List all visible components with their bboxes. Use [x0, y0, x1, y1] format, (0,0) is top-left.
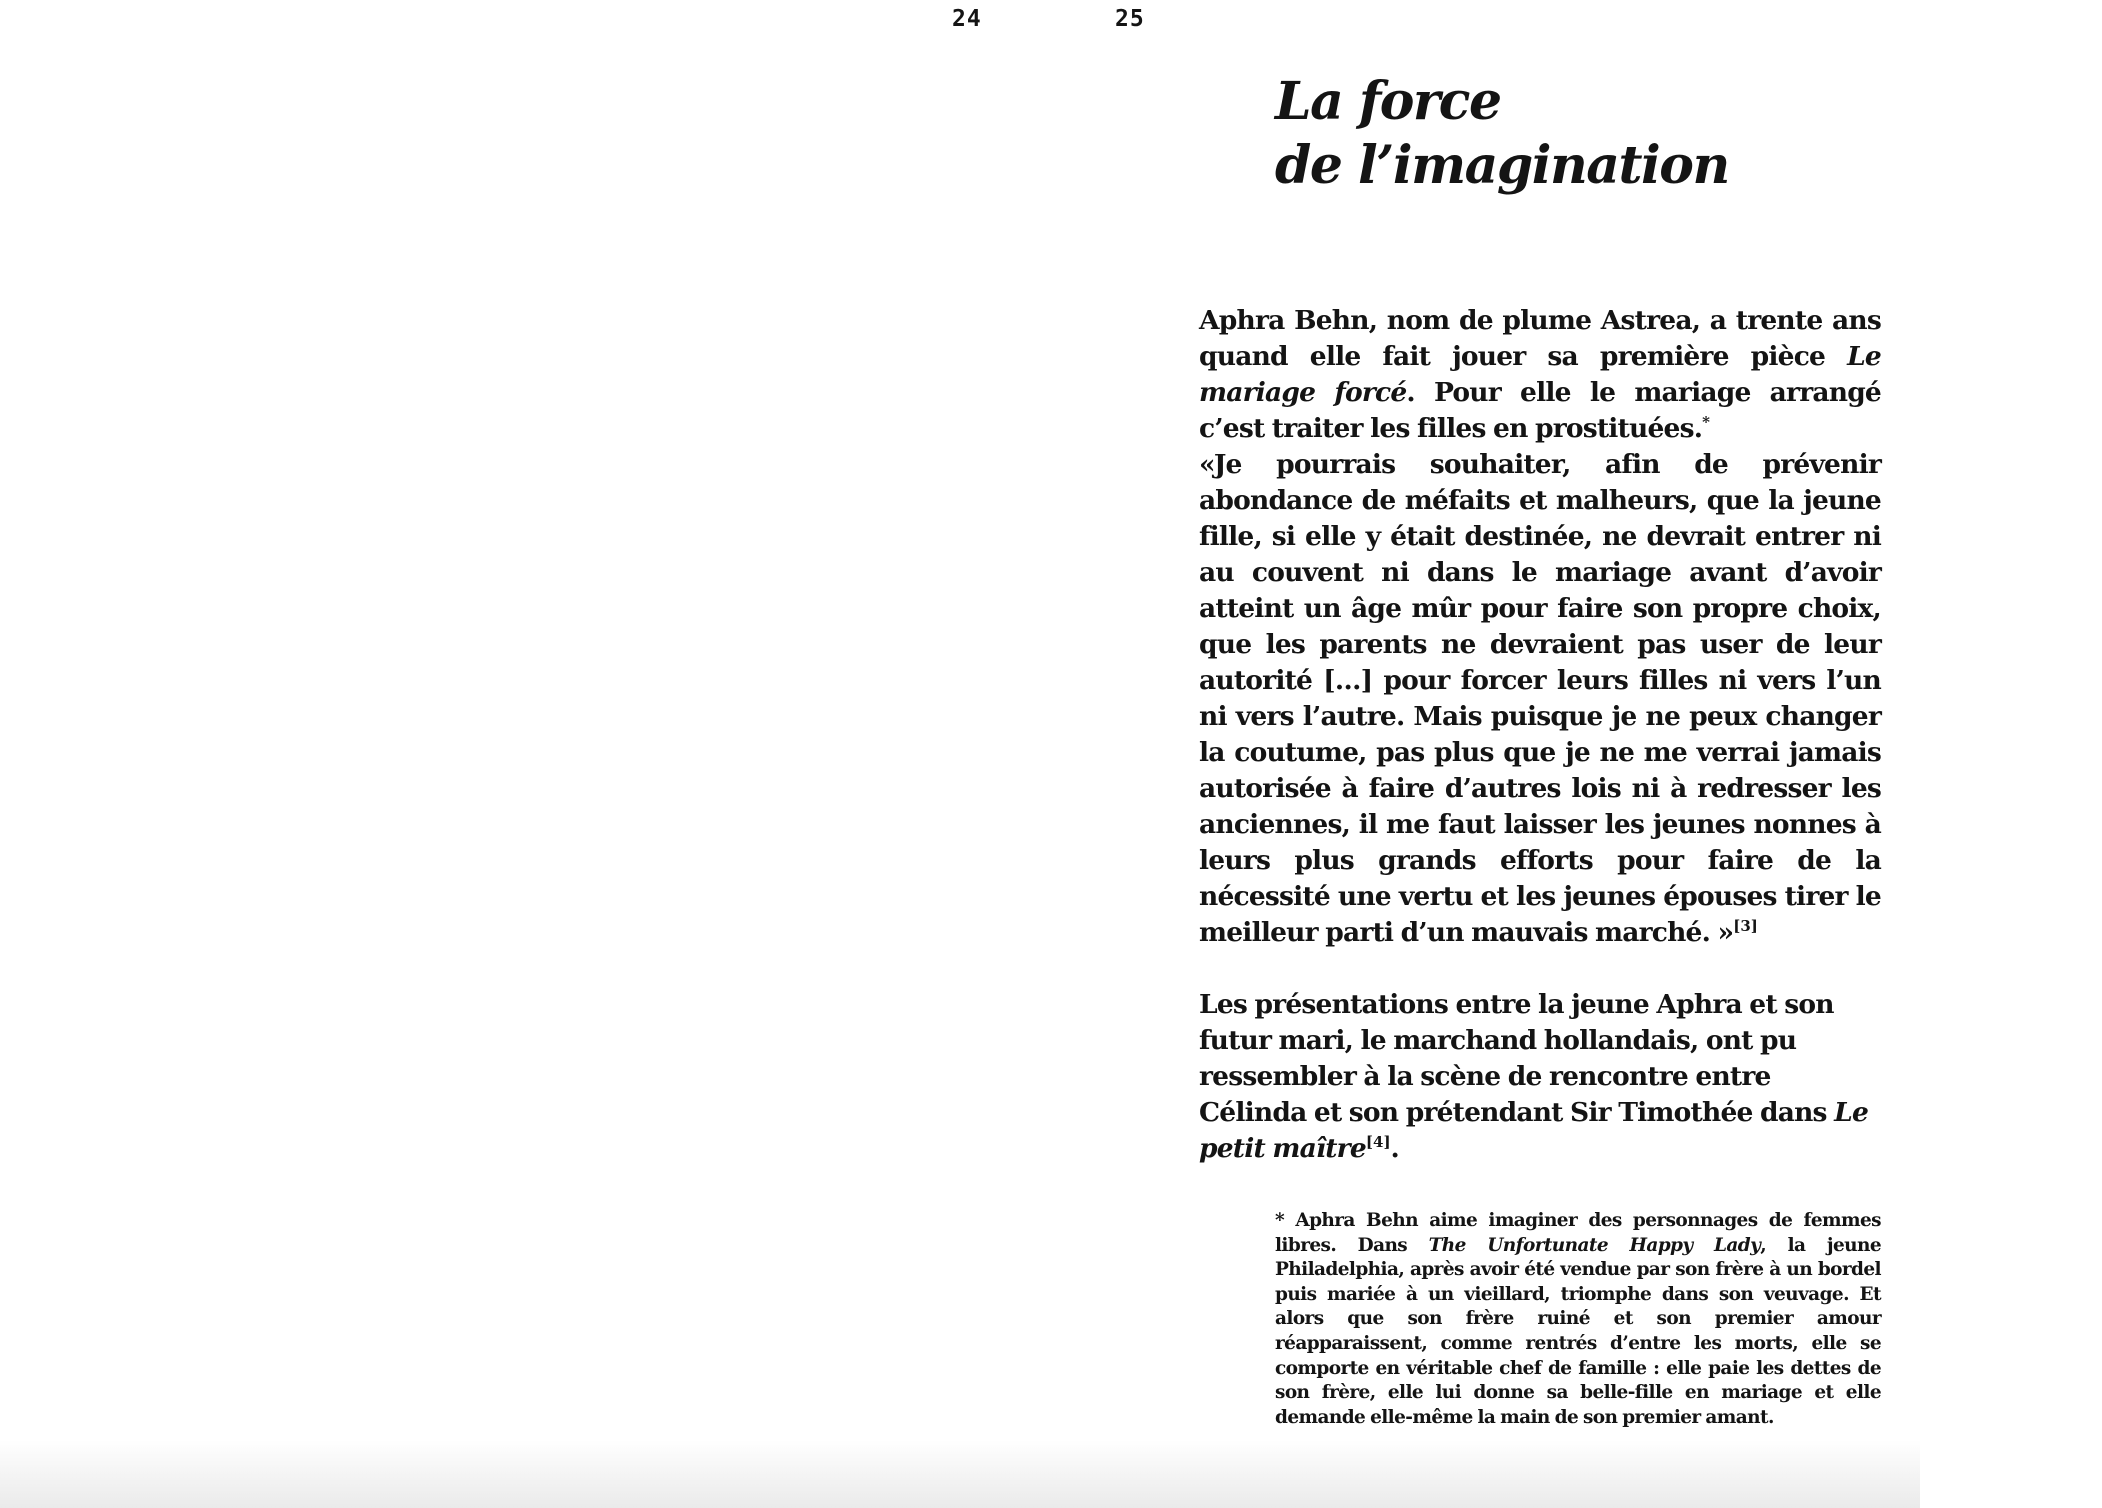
- paragraph-2: [1199, 987, 1881, 1167]
- page-number-left: 24: [952, 6, 982, 32]
- footnote: [1275, 1209, 1881, 1430]
- paragraph-1: [1199, 303, 1881, 951]
- paragraph-2-end: .: [1390, 1133, 1399, 1164]
- reference-4: [4]: [1365, 1133, 1391, 1152]
- footnote-marker-bottom: *: [1275, 1210, 1285, 1231]
- reference-3: [3]: [1733, 917, 1758, 936]
- book-title-unfortunate-happy-lady: The Unfortunate Happy Lady: [1428, 1234, 1761, 1256]
- paragraph-2-text: Les présentations entre la jeune Aphra et son futur mari, le marchand hollandais, ont pu ressembler à la scène de rencontre entre Célinda et son prétendant Sir Timothée dans: [1199, 989, 1835, 1128]
- body-text: [1199, 303, 1881, 1167]
- page-bottom-shadow: [0, 1440, 1920, 1508]
- quote: «Je pourrais souhaiter, afin de prévenir abondance de méfaits et malheurs, que la jeune fille, si elle y était destinée, ne devrait entrer ni au couvent ni dans le mariage avant d’avoir atteint un âge mûr pour faire son propre choix, que les parents ne devraient pas user de leur autorité […] pour forcer leurs filles ni vers l’un ni vers l’autre. Mais puisque je ne peux changer la coutume, pas plus que je ne me verrai jamais autorisée à faire d’autres lois ni à redresser les anciennes, il me faut laisser les jeunes nonnes à leurs plus grands efforts pour faire de la nécessité une vertu et les jeunes épouses tirer le meilleur parti d’un mauvais marché. »: [1199, 449, 1881, 948]
- play-title-petit-maitre: Le petit maître: [1199, 1097, 1869, 1164]
- chapter-title: [1275, 70, 1729, 198]
- chapter-title-line-1: La force: [1275, 71, 1501, 132]
- play-title-mariage-force: Le mariage forcé: [1199, 341, 1881, 408]
- footnote-marker: *: [1702, 413, 1710, 432]
- footnote-text-rest: , la jeune Philadelphia, après avoir été vendue par son frère à un bordel puis mariée à un vieillard, triomphe dans son veuvage. Et alors que son frère ruiné et son premier amour réapparaissent, comme rentrés d’entre les morts, elle se comporte en véritable chef de famille : elle paie les dettes de son frère, elle lui donne sa belle-fille en mariage et elle demande elle-même la main de son premier amant.: [1275, 1234, 1881, 1428]
- paragraph-1-intro: Aphra Behn, nom de plume Astrea, a trente ans quand elle fait jouer sa première pièce: [1199, 305, 1881, 372]
- paragraph-1-intro-end: . Pour elle le mariage arrangé c’est traiter les filles en prostituées.: [1199, 377, 1881, 444]
- page-number-right: 25: [1115, 6, 1145, 32]
- chapter-title-line-2: de l’imagination: [1275, 135, 1729, 196]
- footnote-text: Aphra Behn aime imaginer des personnages de femmes libres. Dans: [1275, 1210, 1881, 1256]
